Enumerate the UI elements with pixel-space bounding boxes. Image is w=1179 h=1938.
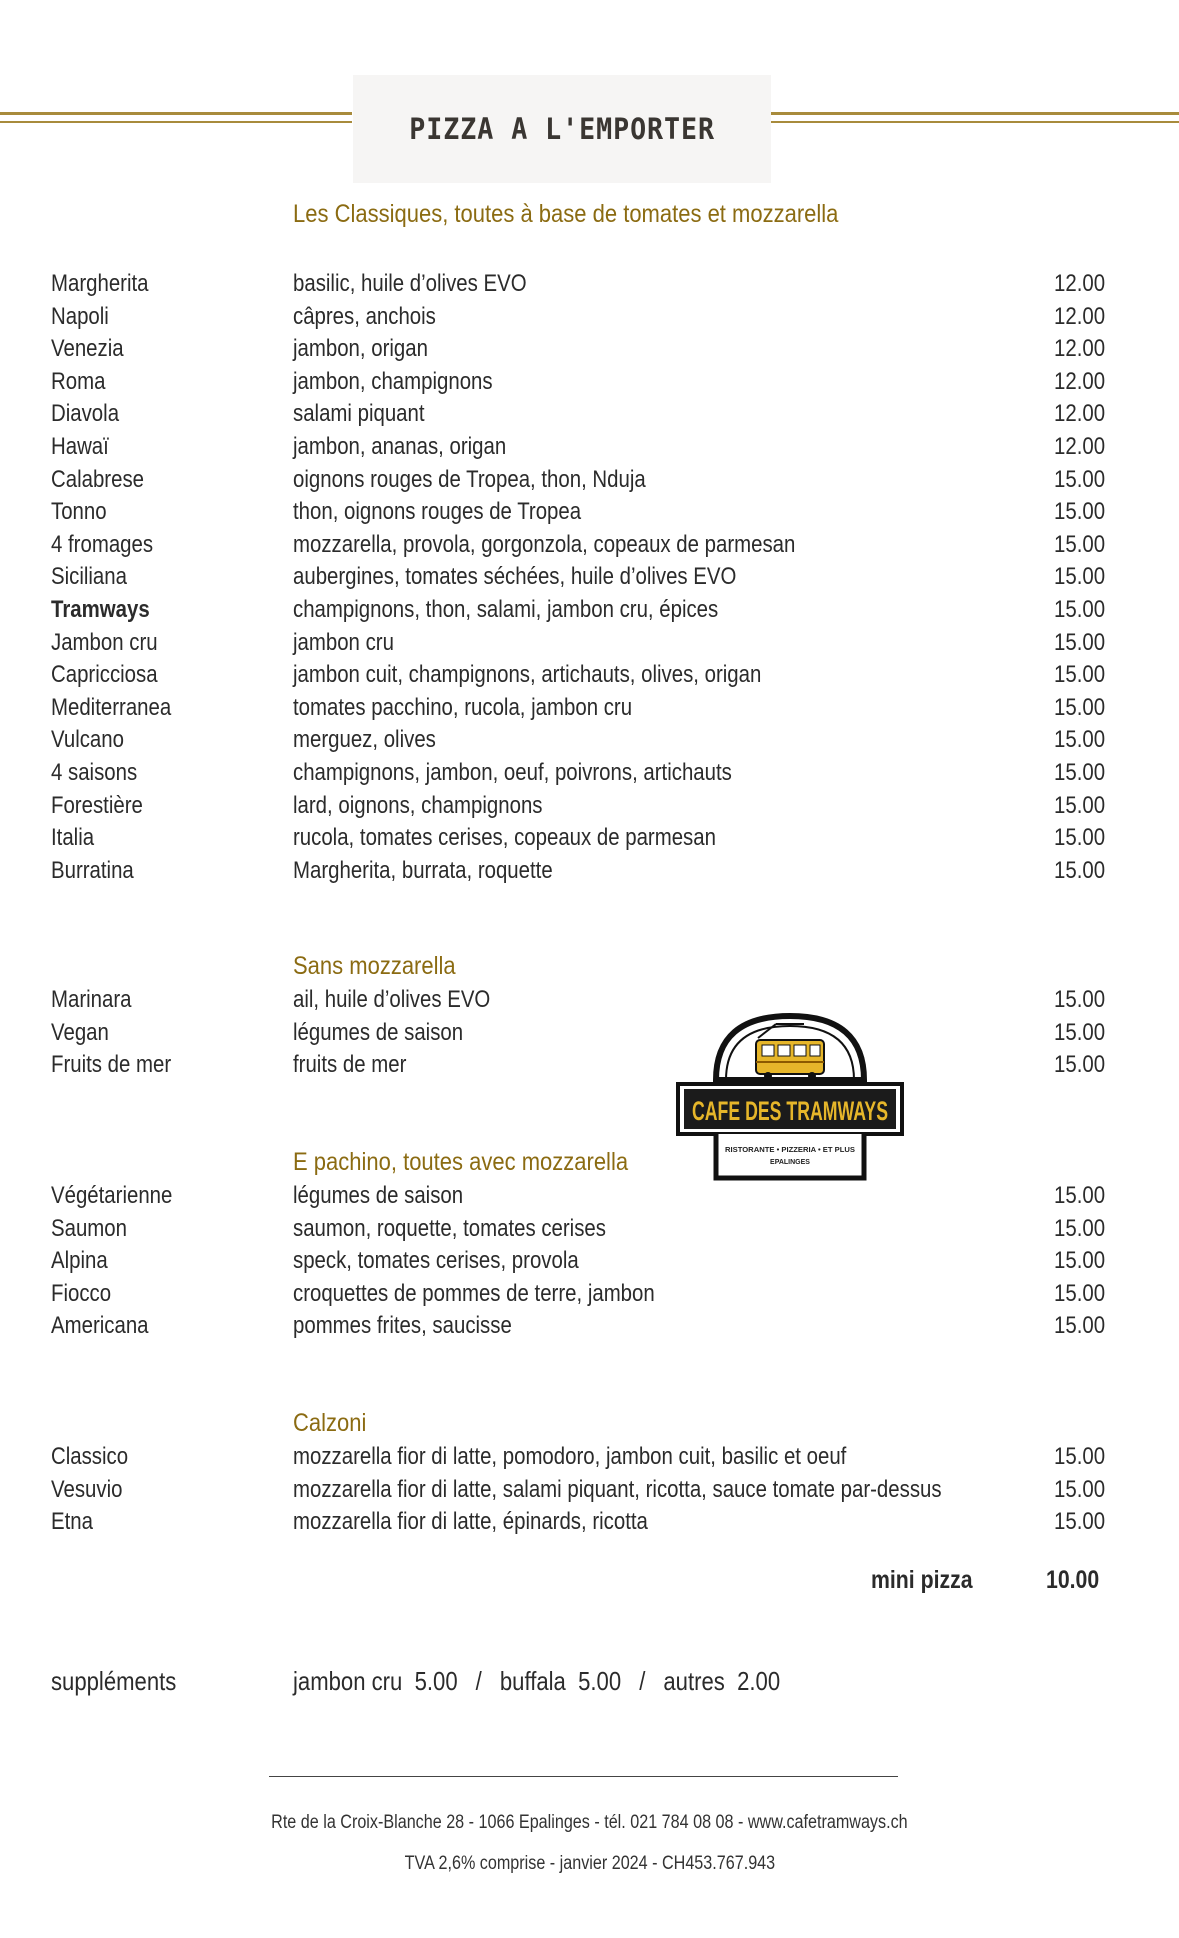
menu-item-description: pommes frites, saucisse (293, 1312, 512, 1340)
menu-item-description: Margherita, burrata, roquette (293, 856, 553, 884)
menu-item-name: Burratina (51, 856, 134, 884)
menu-item-price: 15.00 (1054, 1247, 1106, 1275)
menu-item-name: Forestière (51, 791, 143, 819)
menu-item (0, 1278, 1179, 1311)
menu-item-name: Fruits de mer (51, 1051, 172, 1079)
menu-item-price: 15.00 (1054, 595, 1106, 623)
menu-item-description: mozzarella fior di latte, pomodoro, jambon cuit, basilic et oeuf (293, 1443, 847, 1470)
menu-item-description: ail, huile d’olives EVO (293, 986, 491, 1013)
menu-item-name: Italia (51, 824, 95, 852)
menu-item-name: Calabrese (51, 465, 144, 493)
menu-item-name: 4 saisons (51, 758, 138, 786)
menu-item-description: jambon cru (293, 628, 394, 656)
menu-item-price: 15.00 (1054, 758, 1106, 786)
menu-item (0, 1474, 1179, 1507)
menu-item-name: Napoli (51, 302, 109, 330)
menu-item-price: 15.00 (1054, 986, 1106, 1013)
menu-item-name: Tramways (51, 595, 150, 623)
menu-item-description: merguez, olives (293, 726, 436, 754)
menu-item-price: 15.00 (1054, 563, 1106, 591)
menu-item-description: rucola, tomates cerises, copeaux de parmesan (293, 824, 716, 852)
menu-item-price: 12.00 (1054, 367, 1106, 395)
menu-item-name: Marinara (51, 986, 132, 1013)
header-rule-right (771, 112, 1179, 126)
section-title-sans-mozzarella: Sans mozzarella (293, 952, 456, 980)
menu-item-price: 15.00 (1054, 1279, 1106, 1307)
menu-list-calzoni (0, 1441, 1179, 1539)
menu-item (0, 1310, 1179, 1343)
title-box (353, 75, 771, 183)
footer-divider (269, 1776, 898, 1777)
supplement-name: jambon cru (293, 1666, 403, 1696)
supplement-separator: / (475, 1666, 482, 1696)
supplement-price: 5.00 (578, 1666, 622, 1696)
menu-item-description: champignons, jambon, oeuf, poivrons, artichauts (293, 758, 732, 786)
menu-item-description: fruits de mer (293, 1051, 407, 1079)
logo-place: EPALINGES (770, 1159, 810, 1166)
menu-item-description: champignons, thon, salami, jambon cru, épices (293, 595, 719, 623)
supplement-price: 5.00 (414, 1666, 458, 1696)
menu-item (0, 627, 1179, 660)
menu-item-price: 15.00 (1054, 1508, 1106, 1536)
menu-item-name: Hawaï (51, 432, 109, 460)
menu-item-price: 15.00 (1054, 791, 1106, 819)
footer-address-text: Rte de la Croix-Blanche 28 - 1066 Epalinges - tél. 021 784 08 08 - www.cafetramways.ch (271, 1812, 908, 1833)
menu-item-name: Alpina (51, 1247, 108, 1275)
menu-item (0, 594, 1179, 627)
menu-item (0, 1506, 1179, 1539)
page-title: PIZZA A L'EMPORTER (409, 112, 715, 146)
menu-item-description: tomates pacchino, rucola, jambon cru (293, 693, 633, 721)
menu-item-description: thon, oignons rouges de Tropea (293, 498, 582, 526)
menu-item (0, 1245, 1179, 1278)
menu-item-price: 15.00 (1054, 1475, 1106, 1503)
menu-item-price: 15.00 (1054, 1051, 1106, 1079)
menu-item-price: 15.00 (1054, 465, 1106, 493)
menu-item-name: Classico (51, 1443, 129, 1470)
menu-item-description: oignons rouges de Tropea, thon, Nduja (293, 465, 646, 493)
menu-item-description: mozzarella, provola, gorgonzola, copeaux de parmesan (293, 530, 796, 558)
menu-item-name: Tonno (51, 498, 107, 526)
menu-item-description: jambon, ananas, origan (293, 432, 507, 460)
menu-item-description: légumes de saison (293, 1182, 464, 1209)
supplement-separator: / (639, 1666, 646, 1696)
menu-item-description: jambon, origan (293, 335, 428, 363)
menu-item (0, 1213, 1179, 1246)
menu-item-name: Jambon cru (51, 628, 158, 656)
menu-item-description: salami piquant (293, 400, 425, 428)
menu-item-name: Capricciosa (51, 661, 158, 689)
menu-item (0, 301, 1179, 334)
menu-item-price: 12.00 (1054, 302, 1106, 330)
menu-item-description: aubergines, tomates séchées, huile d’olives EVO (293, 563, 737, 591)
menu-item-description: jambon, champignons (293, 367, 493, 395)
menu-item-description: légumes de saison (293, 1018, 464, 1046)
menu-item-name: Végétarienne (51, 1182, 173, 1209)
menu-item-price: 15.00 (1054, 530, 1106, 558)
menu-item-description: lard, oignons, champignons (293, 791, 543, 819)
menu-item (0, 464, 1179, 497)
menu-item-description: mozzarella fior di latte, salami piquant, ricotta, sauce tomate par-dessus (293, 1475, 942, 1503)
menu-item-price: 15.00 (1054, 1018, 1106, 1046)
cafe-des-tramways-logo (672, 1010, 908, 1188)
menu-item (0, 757, 1179, 790)
supplements-list (293, 1666, 780, 1697)
menu-item (0, 659, 1179, 692)
menu-item-name: Fiocco (51, 1279, 112, 1307)
menu-item-description: câpres, anchois (293, 302, 436, 330)
menu-item-price: 12.00 (1054, 270, 1106, 297)
menu-list-pachino (0, 1180, 1179, 1343)
menu-item (0, 855, 1179, 888)
menu-item-price: 15.00 (1054, 693, 1106, 721)
menu-item-name: Venezia (51, 335, 124, 363)
mini-pizza-price: 10.00 (1046, 1566, 1100, 1594)
menu-item (0, 984, 1179, 1017)
menu-item (0, 333, 1179, 366)
menu-item-name: Margherita (51, 270, 149, 297)
menu-item-description: mozzarella fior di latte, épinards, ricotta (293, 1508, 648, 1536)
menu-item-name: Vulcano (51, 726, 124, 754)
menu-item-description: croquettes de pommes de terre, jambon (293, 1279, 655, 1307)
menu-item (0, 431, 1179, 464)
menu-item-price: 15.00 (1054, 824, 1106, 852)
menu-item (0, 398, 1179, 431)
footer-tax-text: TVA 2,6% comprise - janvier 2024 - CH453.767.943 (404, 1853, 775, 1874)
header-rule-left (0, 112, 352, 126)
section-title-pachino: E pachino, toutes avec mozzarella (293, 1148, 629, 1176)
menu-item (0, 496, 1179, 529)
menu-item (0, 692, 1179, 725)
logo-name: CAFE DES TRAMWAYS (692, 1096, 888, 1126)
logo-tagline: RISTORANTE • PIZZERIA • ET PLUS (725, 1145, 855, 1154)
menu-item-description: saumon, roquette, tomates cerises (293, 1214, 606, 1242)
menu-item-price: 15.00 (1054, 856, 1106, 884)
menu-item-price: 12.00 (1054, 432, 1106, 460)
mini-pizza-label: mini pizza (871, 1566, 973, 1594)
menu-item-price: 15.00 (1054, 628, 1106, 656)
section-title-classiques: Les Classiques, toutes à base de tomates et mozzarella (293, 200, 839, 228)
menu-item-price: 15.00 (1054, 661, 1106, 689)
menu-item (0, 366, 1179, 399)
menu-item-name: Americana (51, 1312, 149, 1340)
menu-item-description: speck, tomates cerises, provola (293, 1247, 579, 1275)
menu-item-price: 12.00 (1054, 400, 1106, 428)
menu-item-price: 15.00 (1054, 1182, 1106, 1209)
menu-item-name: Roma (51, 367, 106, 395)
supplement-name: buffala (499, 1666, 566, 1696)
menu-item (0, 529, 1179, 562)
menu-item-price: 15.00 (1054, 1312, 1106, 1340)
menu-item (0, 1049, 1179, 1082)
menu-list-sans-mozzarella (0, 984, 1179, 1082)
menu-item (0, 268, 1179, 301)
menu-item-price: 15.00 (1054, 498, 1106, 526)
supplements-label: suppléments (51, 1666, 177, 1696)
menu-item-name: Diavola (51, 400, 120, 428)
menu-item-name: Siciliana (51, 563, 127, 591)
menu-item-name: Saumon (51, 1214, 127, 1242)
menu-item-name: Vegan (51, 1018, 109, 1046)
menu-item-description: jambon cuit, champignons, artichauts, olives, origan (293, 661, 762, 689)
menu-item (0, 724, 1179, 757)
menu-item-price: 15.00 (1054, 1214, 1106, 1242)
footer-tax (0, 1853, 1179, 1875)
menu-item-price: 15.00 (1054, 1443, 1106, 1470)
menu-item-name: Vesuvio (51, 1475, 123, 1503)
supplement-name: autres (663, 1666, 725, 1696)
menu-item-price: 12.00 (1054, 335, 1106, 363)
menu-item-name: Etna (51, 1508, 93, 1536)
menu-item (0, 1017, 1179, 1050)
menu-item-price: 15.00 (1054, 726, 1106, 754)
menu-list-classiques (0, 268, 1179, 887)
menu-item-description: basilic, huile d’olives EVO (293, 270, 527, 297)
menu-item (0, 561, 1179, 594)
section-title-calzoni: Calzoni (293, 1409, 367, 1437)
menu-item (0, 1180, 1179, 1213)
menu-item (0, 822, 1179, 855)
menu-item-name: 4 fromages (51, 530, 154, 558)
menu-item (0, 790, 1179, 823)
supplement-price: 2.00 (737, 1666, 781, 1696)
menu-item-name: Mediterranea (51, 693, 172, 721)
footer-address (0, 1812, 1179, 1834)
menu-item (0, 1441, 1179, 1474)
